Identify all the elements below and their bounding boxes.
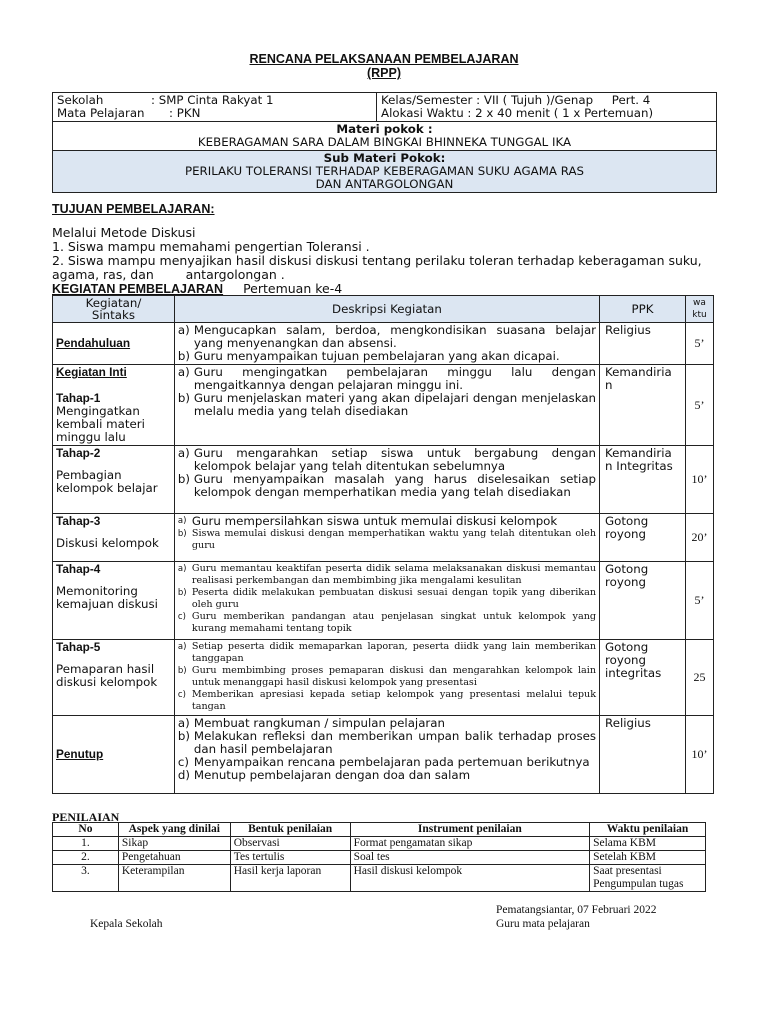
penilaian-cell: Pengetahuan (118, 851, 230, 865)
stage-name: Kegiatan Inti (56, 365, 127, 379)
deskripsi-cell (174, 514, 599, 562)
identity-right-cell (377, 93, 717, 122)
activity-item (178, 350, 596, 363)
activity-text: Mengucapkan salam, berdoa, mengkondisikan suasana belajar yang menyenangkan dan absensi. (193, 323, 597, 350)
deskripsi-cell (174, 446, 599, 514)
activity-marker: b) (177, 729, 190, 743)
stage-name: Tahap-2 (56, 446, 101, 460)
deskripsi-cell (174, 323, 599, 365)
activity-text: Memberikan apresiasi kepada setiap kelompok yang presentasi melalui tepuk tangan (191, 689, 597, 712)
activity-item (178, 769, 596, 782)
penilaian-cell: Keterampilan (118, 865, 230, 892)
penilaian-col-header: No (53, 823, 119, 837)
activity-item (178, 641, 596, 665)
deskripsi-cell (174, 716, 599, 794)
waktu-cell: 5’ (686, 365, 714, 446)
penilaian-cell: Format pengamatan sikap (350, 837, 590, 851)
identity-left-cell (53, 93, 377, 122)
penilaian-heading: PENILAIAN (52, 810, 120, 824)
activity-marker: b) (177, 588, 187, 598)
penilaian-row (53, 865, 706, 892)
activity-marker: c) (177, 690, 186, 700)
activity-item (178, 611, 596, 635)
stage-cell (53, 514, 175, 562)
activity-text: Siswa memulai diskusi dengan memperhatikan waktu yang telah ditentukan oleh guru (191, 528, 597, 551)
activity-item (178, 730, 596, 756)
table-row (53, 562, 714, 640)
activity-text: Guru memberikan pandangan atau penjelasan singkat untuk kelompok yang kurang memahami tentang topik (191, 611, 597, 634)
activity-text: Guru membimbing proses pemaparan diskusi dan mengarahkan kelompok lain untuk menanggapi hasil diskusi kelompok yang presentasi (191, 665, 597, 688)
ppk-cell: Kemandiria n Integritas (600, 446, 686, 514)
activity-text: Menutup pembelajaran dengan doa dan salam (193, 768, 471, 782)
penilaian-cell: Saat presentasi Pengumpulan tugas (590, 865, 706, 892)
sub-materi-label: Sub Materi Pokok: (323, 151, 446, 165)
penilaian-col-header: Bentuk penilaian (230, 823, 350, 837)
penilaian-cell: Sikap (118, 837, 230, 851)
table-row (53, 640, 714, 716)
activity-item (178, 563, 596, 587)
penilaian-cell: Selama KBM (590, 837, 706, 851)
waktu-cell: 10’ (686, 446, 714, 514)
sub-materi-value-1: PERILAKU TOLERANSI TERHADAP KEBERAGAMAN SUKU AGAMA RAS (184, 164, 585, 178)
ppk-cell: Gotong royong (600, 562, 686, 640)
document-title: RENCANA PELAKSANAAN PEMBELAJARAN (249, 52, 519, 66)
activity-text: Melakukan refleksi dan memberikan umpan balik terhadap proses dan hasil pembelajaran (193, 729, 597, 756)
activity-item (178, 473, 596, 499)
activity-marker: a) (177, 564, 187, 574)
penilaian-row (53, 837, 706, 851)
tujuan-item-1: 1. Siswa mampu memahami pengertian Toleransi . (52, 239, 370, 254)
table-row (53, 716, 714, 794)
activity-marker: a) (177, 642, 187, 652)
activity-text: Guru menyampaikan masalah yang harus diselesaikan setiap kelompok dengan memperhatikan media yang telah disediakan (193, 472, 597, 499)
stage-name: Tahap-5 (56, 640, 101, 654)
sekolah-label: Sekolah (57, 93, 104, 107)
activity-item (178, 587, 596, 611)
activity-marker: b) (177, 666, 187, 676)
stage-cell (53, 365, 175, 446)
activity-marker: b) (177, 472, 190, 486)
stage-description: Diskusi kelompok (56, 536, 159, 550)
penilaian-cell: Setelah KBM (590, 851, 706, 865)
penilaian-cell: 2. (53, 851, 119, 865)
mapel-label: Mata Pelajaran (57, 106, 145, 120)
activity-text: Menyampaikan rencana pembelajaran pada pertemuan berikutnya (193, 755, 590, 769)
deskripsi-cell (174, 562, 599, 640)
activity-item (178, 665, 596, 689)
stage-name: Penutup (56, 747, 104, 761)
waktu-cell: 5’ (686, 562, 714, 640)
stage-description: Pemaparan hasil diskusi kelompok (56, 662, 158, 689)
penilaian-cell: 1. (53, 837, 119, 851)
activity-item (178, 324, 596, 350)
ppk-cell: Kemandiria n (600, 365, 686, 446)
sekolah-value: : SMP Cinta Rakyat 1 (151, 93, 274, 107)
ppk-cell: Religius (600, 323, 686, 365)
activity-text: Setiap peserta didik memaparkan laporan, peserta diidk yang lain memberikan tanggapan (191, 641, 597, 664)
stage-name: Tahap-4 (56, 562, 101, 576)
activity-text: Guru mempersilahkan siswa untuk memulai diskusi kelompok (191, 514, 558, 528)
kepala-sekolah-label: Kepala Sekolah (90, 918, 163, 930)
activity-text: Peserta didik melakukan pembuatan diskusi sesuai dengan topik yang diberikan oleh guru (191, 587, 597, 610)
penilaian-cell: Hasil diskusi kelompok (350, 865, 590, 892)
activity-item (178, 528, 596, 552)
col-waktu: wa ktu (686, 296, 714, 323)
stage-cell (53, 323, 175, 365)
penilaian-col-header: Instrument penilaian (350, 823, 590, 837)
activity-marker: a) (177, 716, 190, 730)
penilaian-cell: Observasi (230, 837, 350, 851)
mapel-value: : PKN (169, 106, 201, 120)
activity-text: Guru menjelaskan materi yang akan dipelajari dengan menjelaskan melalu media yang telah disediakan (193, 391, 597, 418)
activity-marker: c) (177, 612, 186, 622)
tujuan-body (52, 226, 712, 282)
kegiatan-heading: KEGIATAN PEMBELAJARAN (52, 282, 224, 296)
ppk-cell: Religius (600, 716, 686, 794)
penilaian-cell: Tes tertulis (230, 851, 350, 865)
activity-item (178, 366, 596, 392)
kegiatan-table (52, 295, 714, 794)
sub-materi-value-2: DAN ANTARGOLONGAN (315, 177, 454, 191)
activity-marker: a) (177, 446, 190, 460)
waktu-cell: 20’ (686, 514, 714, 562)
activity-marker: b) (177, 349, 190, 363)
activity-text: Guru memantau keaktifan peserta didik selama melaksanakan diskusi memantau realisasi perkembangan dan membimbing jika mengalami kesulitan (191, 563, 597, 586)
table-row (53, 514, 714, 562)
stage-description: Mengingatkan kembali materi minggu lalu (56, 404, 145, 444)
penilaian-col-header: Aspek yang dinilai (118, 823, 230, 837)
stage-step: Tahap-1 (56, 391, 101, 405)
penilaian-col-header: Waktu penilaian (590, 823, 706, 837)
ppk-cell: Gotong royong integritas (600, 640, 686, 716)
stage-cell (53, 716, 175, 794)
stage-cell (53, 640, 175, 716)
stage-name: Pendahuluan (56, 336, 131, 350)
activity-text: Guru mengarahkan setiap siswa untuk bergabung dengan kelompok belajar yang telah ditentukan sebelumnya (193, 446, 597, 473)
tujuan-heading: TUJUAN PEMBELAJARAN: (52, 202, 215, 216)
penilaian-table (52, 822, 706, 892)
kegiatan-heading-line (52, 281, 342, 296)
materi-pokok-cell (53, 122, 717, 151)
activity-marker: a) (177, 323, 190, 337)
col-kegiatan: Kegiatan/ Sintaks (53, 296, 175, 323)
ppk-cell: Gotong royong (600, 514, 686, 562)
table-row (53, 365, 714, 446)
materi-pokok-label: Materi pokok : (336, 122, 433, 136)
penilaian-row (53, 851, 706, 865)
stage-cell (53, 446, 175, 514)
document-subtitle: (RPP) (366, 66, 402, 80)
identity-table (52, 92, 717, 193)
activity-text: Guru mengingatkan pembelajaran minggu lalu dengan mengaitkannya dengan pelajaran minggu ini. (193, 365, 597, 392)
stage-description: Pembagian kelompok belajar (56, 468, 158, 495)
activity-text: Membuat rangkuman / simpulan pelajaran (193, 716, 445, 730)
activity-marker: b) (177, 391, 190, 405)
deskripsi-cell (174, 640, 599, 716)
alokasi-waktu: Alokasi Waktu : 2 x 40 menit ( 1 x Pertemuan) (381, 106, 654, 120)
activity-text: Guru menyampaikan tujuan pembelajaran yang akan dicapai. (193, 349, 560, 363)
activity-item (178, 689, 596, 713)
materi-pokok-value: KEBERAGAMAN SARA DALAM BINGKAI BHINNEKA TUNGGAL IKA (197, 135, 572, 149)
activity-marker: d) (177, 768, 190, 782)
stage-description: Memonitoring kemajuan diskusi (56, 584, 158, 611)
activity-item (178, 447, 596, 473)
penilaian-cell: 3. (53, 865, 119, 892)
col-deskripsi: Deskripsi Kegiatan (174, 296, 599, 323)
activity-marker: b) (177, 529, 187, 539)
sub-materi-cell (53, 151, 717, 193)
deskripsi-cell (174, 365, 599, 446)
activity-marker: c) (177, 755, 189, 769)
waktu-cell: 10’ (686, 716, 714, 794)
stage-cell (53, 562, 175, 640)
col-ppk: PPK (600, 296, 686, 323)
activity-marker: a) (177, 516, 187, 526)
activity-item (178, 515, 596, 528)
table-row (53, 323, 714, 365)
kegiatan-table-header (53, 296, 714, 323)
waktu-cell: 25 (686, 640, 714, 716)
activity-marker: a) (177, 365, 190, 379)
penilaian-cell: Hasil kerja laporan (230, 865, 350, 892)
place-date: Pematangsiantar, 07 Februari 2022 (496, 904, 657, 916)
penilaian-cell: Soal tes (350, 851, 590, 865)
kelas-semester: Kelas/Semester : VII ( Tujuh )/Genap Pert. 4 (381, 93, 651, 107)
activity-item (178, 392, 596, 418)
tujuan-item-2: 2. Siswa mampu menyajikan hasil diskusi diskusi tentang perilaku toleran terhadap keberagaman suku, agama, ras, dan antargolongan . (52, 253, 706, 282)
guru-label: Guru mata pelajaran (496, 918, 590, 930)
stage-name: Tahap-3 (56, 514, 101, 528)
tujuan-method: Melalui Metode Diskusi (52, 225, 196, 240)
kegiatan-meeting: Pertemuan ke-4 (243, 281, 343, 296)
waktu-cell: 5’ (686, 323, 714, 365)
table-row (53, 446, 714, 514)
penilaian-header-row (53, 823, 706, 837)
